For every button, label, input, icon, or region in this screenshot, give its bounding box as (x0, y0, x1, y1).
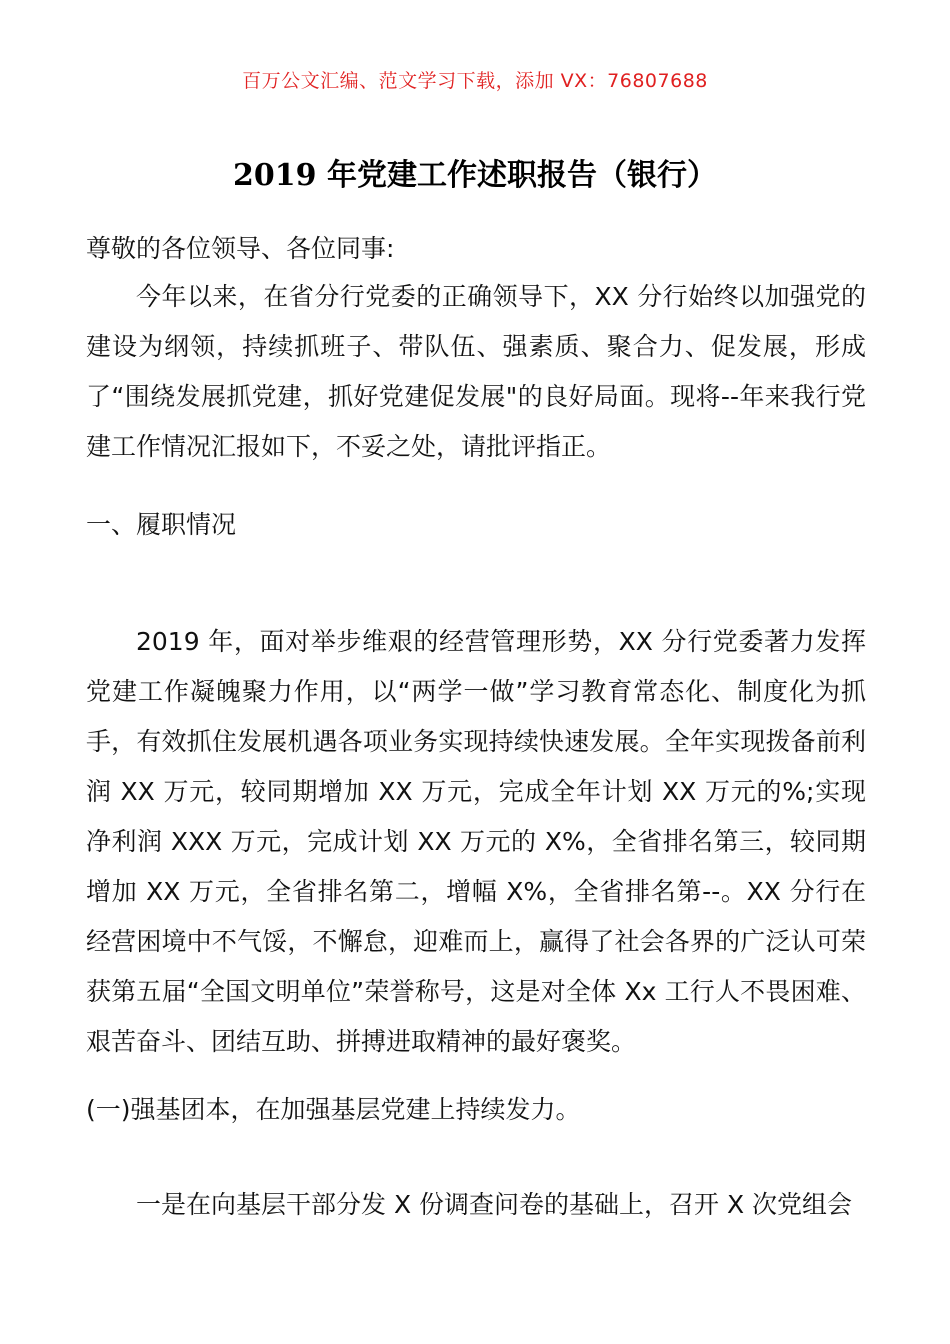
paragraph-2-block (86, 617, 866, 1067)
document-title: 2019 年党建工作述职报告（银行） (233, 158, 717, 193)
paragraph-3: 一是在向基层干部分发 X 份调查问卷的基础上，召开 X 次党组会 (136, 1190, 853, 1219)
section-heading-1: 一、履职情况 (86, 510, 237, 539)
paragraph-2: 2019 年，面对举步维艰的经营管理形势，XX 分行党委著力发挥党建工作凝魄聚力作用，以“两学一做”学习教育常态化、制度化为抓手，有效抓住发展机遇各项业务实现持续快速发展。全年实现拨备前利润 XX 万元，较同期增加 XX 万元，完成全年计划 XX 万元的%;实现净利润 XXX 万元，完成计划 XX 万元的 X%，全省排名第三，较同期增加 XX 万元，全省排名第二，增幅 X%，全省排名第--。XX 分行在经营困境中不气馁，不懈怠，迎难而上，赢得了社会各界的广泛认可荣获第五届“全国文明单位”荣誉称号，这是对全体 Xx 工行人不畏困难、艰苦奋斗、团结互助、拼搏进取精神的最好褒奖。 (86, 627, 866, 1056)
subsection-heading-1-block (86, 1085, 866, 1135)
paragraph-1: 今年以来，在省分行党委的正确领导下，XX 分行始终以加强党的建设为纲领，持续抓班子、带队伍、强素质、聚合力、促发展，形成了“围绕发展抓党建，抓好党建促发展"的良好局面。现将--年来我行党建工作情况汇报如下，不妥之处，请批评指正。 (86, 282, 866, 461)
salutation: 尊敬的各位领导、各位同事: (86, 234, 395, 263)
section-heading-1-block (86, 500, 866, 550)
paragraph-3-block (86, 1180, 866, 1230)
salutation-block (86, 224, 866, 274)
header-note: 百万公文汇编、范文学习下载，添加 VX：76807688 (242, 70, 708, 92)
paragraph-1-block (86, 272, 866, 472)
subsection-heading-1: (一)强基团本，在加强基层党建上持续发力。 (86, 1095, 581, 1124)
